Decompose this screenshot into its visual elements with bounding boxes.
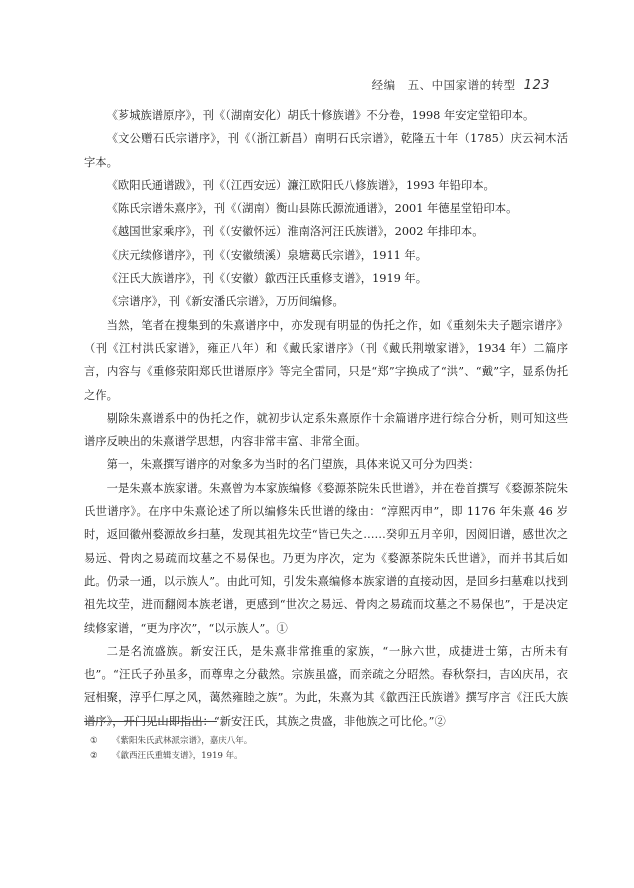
body-text bbox=[84, 104, 568, 733]
paragraph: 《汪氏大族谱序》，刊《（安徽）歙西汪氏重修支谱》，1919 年。 bbox=[106, 272, 428, 286]
paragraph: 一是朱熹本族家谱。朱熹曾为本家族编修《婺源茶院朱氏世谱》，并在卷首撰写《婺源茶院朱氏世谱序》。在序中朱熹论述了所以编修朱氏世谱的缘由：“淳熙丙申”，即 1176 年朱熹 46 岁时，返回徽州婺源故乡扫墓，发现其祖先坟茔“皆已失之……癸卯五月辛卯，因阅旧谱，感世次之易远、骨肉之易疏而坟墓之不易保也。乃更为序次，定为《婺源茶院朱氏世谱》，而并书其后如此。仍录一通，以示族人”。由此可知，引发朱熹编修本族家谱的直接动因，是回乡扫墓难以找到祖先坟茔，进而翻阅本族老谱，更感到“世次之易远、骨肉之易疏而坟墓之不易保也”，于是决定续修家谱，“更为序次”，“以示族人”。① bbox=[84, 481, 568, 635]
footnote-marker: ② bbox=[90, 751, 98, 761]
paragraph: 《庆元续修谱序》，刊《（安徽绩溪）泉塘葛氏宗谱》，1911 年。 bbox=[106, 248, 428, 262]
paragraph: 《欧阳氏通谱跋》，刊《（江西安远）濂江欧阳氏八修族谱》，1993 年铅印本。 bbox=[106, 178, 495, 192]
page-number: 123 bbox=[523, 78, 550, 93]
paragraph: 《宗谱序》，刊《新安潘氏宗谱》，万历间编修。 bbox=[106, 295, 344, 309]
footnote-divider bbox=[84, 721, 217, 722]
paragraph: 《陈氏宗谱朱熹序》，刊《（湖南）衡山县陈氏源流通谱》，2001 年德星堂铅印本。 bbox=[106, 202, 518, 216]
footnote-text: 《歙西汪氏重辑支谱》，1919 年。 bbox=[112, 751, 243, 761]
footnote bbox=[90, 749, 560, 764]
paragraph: 《越国世家乘序》，刊《（安徽怀远）淮南洛河汪氏族谱》，2002 年排印本。 bbox=[106, 225, 484, 239]
running-header bbox=[372, 77, 550, 93]
footnote bbox=[90, 734, 560, 749]
header-section-title: 经编 五、中国家谱的转型 bbox=[371, 78, 516, 92]
paragraph: 《文公赠石氏宗谱序》，刊《（浙江新昌）南明石氏宗谱》，乾隆五十年（1785）庆云祠木活字本。 bbox=[84, 132, 568, 169]
footnote-marker: ① bbox=[90, 736, 98, 746]
paragraph: 第一，朱熹撰写谱序的对象多为当时的名门望族，具体来说又可分为四类： bbox=[106, 458, 480, 472]
paragraph: 剔除朱熹谱系中的伪托之作，就初步认定系朱熹原作十余篇谱序进行综合分析，则可知这些谱序反映出的朱熹谱学思想，内容非常丰富、非常全面。 bbox=[84, 411, 568, 449]
paragraph: 二是名流盛族。新安汪氏，是朱熹非常推重的家族，“一脉六世，成捷进士第，古所未有也”。“汪氏子孙虽多，而尊卑之分截然。宗族虽盛，而亲疏之分昭然。春秋祭扫，吉凶庆吊，衣冠相聚，淳乎仁厚之风，蔼然雍睦之族”。为此，朱熹为其《歙西汪氏族谱》撰写序言《汪氏大族谱序》，开门见山即指出：“新安汪氏，其族之贵盛，非他族之可比伦。”② bbox=[84, 644, 568, 728]
footnotes bbox=[90, 734, 560, 764]
paragraph: 《芗城族谱原序》，刊《（湖南安化）胡氏十修族谱》不分卷，1998 年安定堂铅印本。 bbox=[106, 109, 535, 122]
paragraph: 当然，笔者在搜集到的朱熹谱序中，亦发现有明显的伪托之作，如《重刻朱夫子题宗谱序》（刊《江村洪氏家谱》，雍正八年）和《戴氏家谱序》（刊《戴氏荆墩家谱》，1934 年）二篇序言，内容与《重修荥阳郑氏世谱原序》等完全雷同，只是“郑”字换成了“洪”、“戴”字，显系伪托之作。 bbox=[84, 318, 568, 402]
footnote-text: 《紫阳朱氏武林派宗谱》，嘉庆八年。 bbox=[112, 736, 253, 746]
